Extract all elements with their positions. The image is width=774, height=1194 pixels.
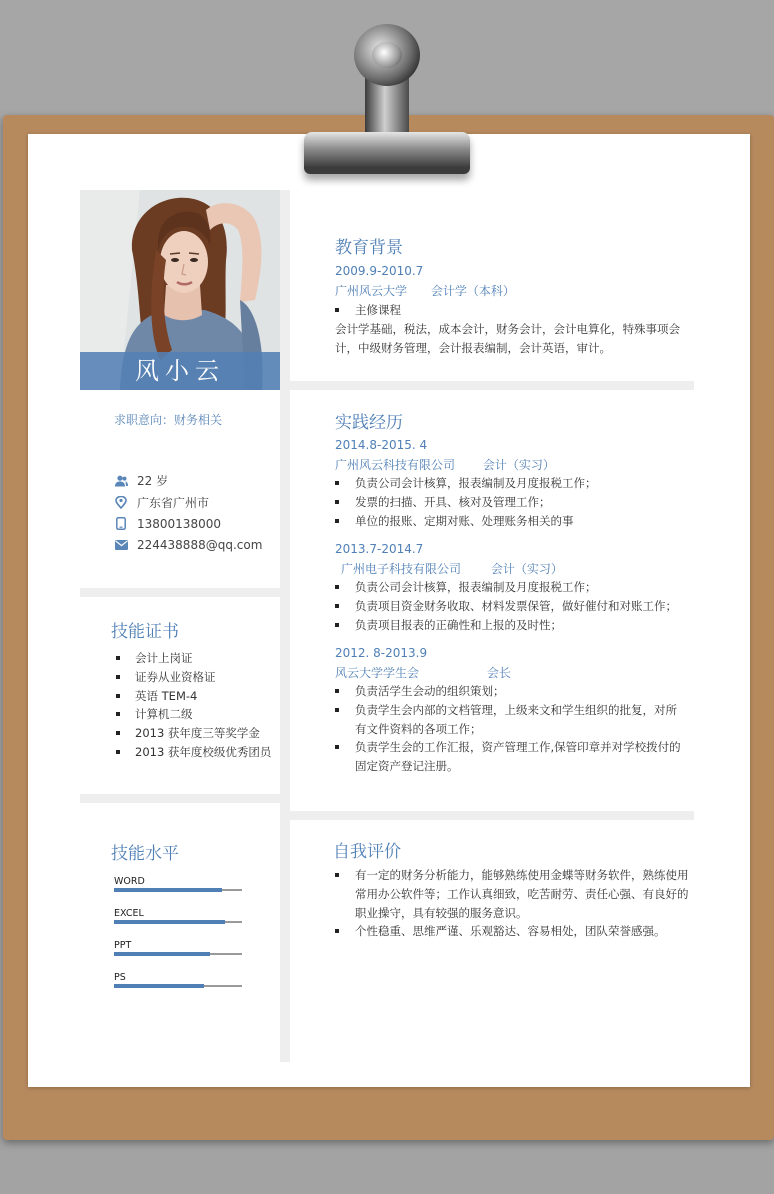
list-item: 证券从业资格证 (116, 668, 271, 687)
course-label-row (335, 301, 680, 320)
skill-label: WORD (114, 876, 145, 887)
binder-clip (292, 24, 482, 179)
skill-fill (114, 952, 210, 956)
mail-icon (114, 538, 128, 552)
skill-excel (114, 908, 242, 923)
left-divider-1 (80, 588, 280, 597)
skill-track (114, 985, 242, 987)
job-org: 风云大学学生会 (335, 666, 420, 680)
certificates-list (116, 649, 271, 762)
evaluation-title: 自我评价 (333, 842, 401, 862)
job-role: 会计（实习） (490, 562, 563, 576)
left-divider-2 (80, 794, 280, 803)
skill-fill (114, 984, 204, 988)
skill-track (114, 921, 242, 923)
info-phone (114, 513, 262, 535)
job-role: 会长 (486, 666, 511, 680)
info-age (114, 470, 262, 492)
job-date: 2012. 8-2013.9 (335, 646, 428, 660)
list-item: 2013 获年度三等奖学金 (116, 724, 271, 743)
info-location (114, 492, 262, 514)
education-title: 教育背景 (335, 238, 403, 258)
info-age-text: 22 岁 (137, 474, 169, 489)
certificates-title: 技能证书 (111, 622, 179, 642)
clip-base (304, 132, 470, 174)
list-item: 单位的报账、定期对账、处理账务相关的事 (335, 512, 597, 531)
job-org: 广州电子科技有限公司 (341, 562, 462, 576)
education-block (335, 264, 680, 357)
contact-info (114, 470, 262, 556)
job-intent: 求职意向：财务相关 (114, 413, 223, 427)
skill-ppt (114, 940, 242, 955)
skill-label: PS (114, 972, 126, 983)
job-date: 2014.8-2015. 4 (335, 438, 428, 452)
skill-fill (114, 888, 222, 892)
skill-ps (114, 972, 242, 987)
location-icon (114, 495, 128, 509)
education-school-row (335, 284, 680, 299)
education-school: 广州风云大学 (335, 284, 408, 298)
job-org-row (335, 562, 677, 577)
list-item-continued: 常用办公软件等；工作认真细致，吃苦耐劳、责任心强、有良好的 (355, 886, 689, 901)
job-1 (335, 438, 597, 530)
list-item-continued: 有文件资料的各项工作； (355, 721, 482, 736)
list-item: 有一定的财务分析能力，能够熟练使用金蝶等财务软件，熟练使用 (335, 866, 689, 885)
list-item: 负责公司会计核算，报表编制及月度报税工作； (335, 474, 597, 493)
right-divider-1 (290, 381, 694, 390)
education-date: 2009.9-2010.7 (335, 264, 424, 278)
user-icon (114, 474, 128, 488)
job-org-row (335, 666, 681, 681)
list-item: 负责活学生会动的组织策划； (335, 682, 681, 701)
right-divider-2 (290, 811, 694, 820)
list-item: 负责公司会计核算，报表编制及月度报税工作； (335, 578, 677, 597)
job-3 (335, 646, 681, 776)
courses-line-2: 计，中级财务管理，会计报表编制，会计英语，审计。 (335, 340, 611, 355)
job-org-row (335, 458, 597, 473)
courses-line-1: 会计学基础，税法，成本会计，财务会计，会计电算化，特殊事项会 (335, 321, 680, 336)
info-phone-text: 13800138000 (137, 516, 221, 531)
job-role: 会计（实习） (482, 458, 555, 472)
skill-fill (114, 920, 225, 924)
job-2 (335, 542, 677, 634)
skill-label: PPT (114, 940, 132, 951)
education-major: 会计学（本科） (430, 284, 515, 298)
list-item: 发票的扫描、开具、核对及管理工作； (335, 493, 597, 512)
list-item: 会计上岗证 (116, 649, 271, 668)
skill-label: EXCEL (114, 908, 144, 919)
list-item: 英语 TEM-4 (116, 687, 271, 706)
list-item-continued: 固定资产登记注册。 (355, 759, 459, 774)
job-org: 广州风云科技有限公司 (335, 458, 456, 472)
evaluation-block (335, 866, 689, 941)
list-item: 负责项目报表的正确性和上报的及时性； (335, 616, 677, 635)
info-location-text: 广东省广州市 (137, 495, 210, 510)
course-label: 主修课程 (355, 303, 401, 317)
list-item: 2013 获年度校级优秀团员 (116, 743, 271, 762)
skill-track (114, 889, 242, 891)
column-divider (280, 190, 290, 1062)
skill-track (114, 953, 242, 955)
skill-word (114, 876, 242, 891)
skills-title: 技能水平 (111, 844, 179, 864)
info-email-text: 224438888@qq.com (137, 538, 263, 553)
name-banner: 风小云 (80, 352, 280, 390)
job-date: 2013.7-2014.7 (335, 542, 424, 556)
experience-title: 实践经历 (335, 413, 403, 433)
list-item: 负责学生会的工作汇报，资产管理工作,保管印章并对学校拨付的 (335, 738, 681, 757)
list-item: 负责学生会内部的文档管理，上级来文和学生组织的批复，对所 (335, 701, 681, 720)
list-item: 负责项目资金财务收取、材料发票保管，做好催付和对账工作； (335, 597, 677, 616)
clip-ring-hole (372, 42, 402, 68)
list-item: 个性稳重、思维严谨、乐观豁达、容易相处，团队荣誉感强。 (335, 922, 689, 941)
list-item: 计算机二级 (116, 705, 271, 724)
phone-icon (114, 517, 128, 531)
list-item-continued: 职业操守，具有较强的服务意识。 (355, 905, 528, 920)
info-email (114, 535, 262, 557)
